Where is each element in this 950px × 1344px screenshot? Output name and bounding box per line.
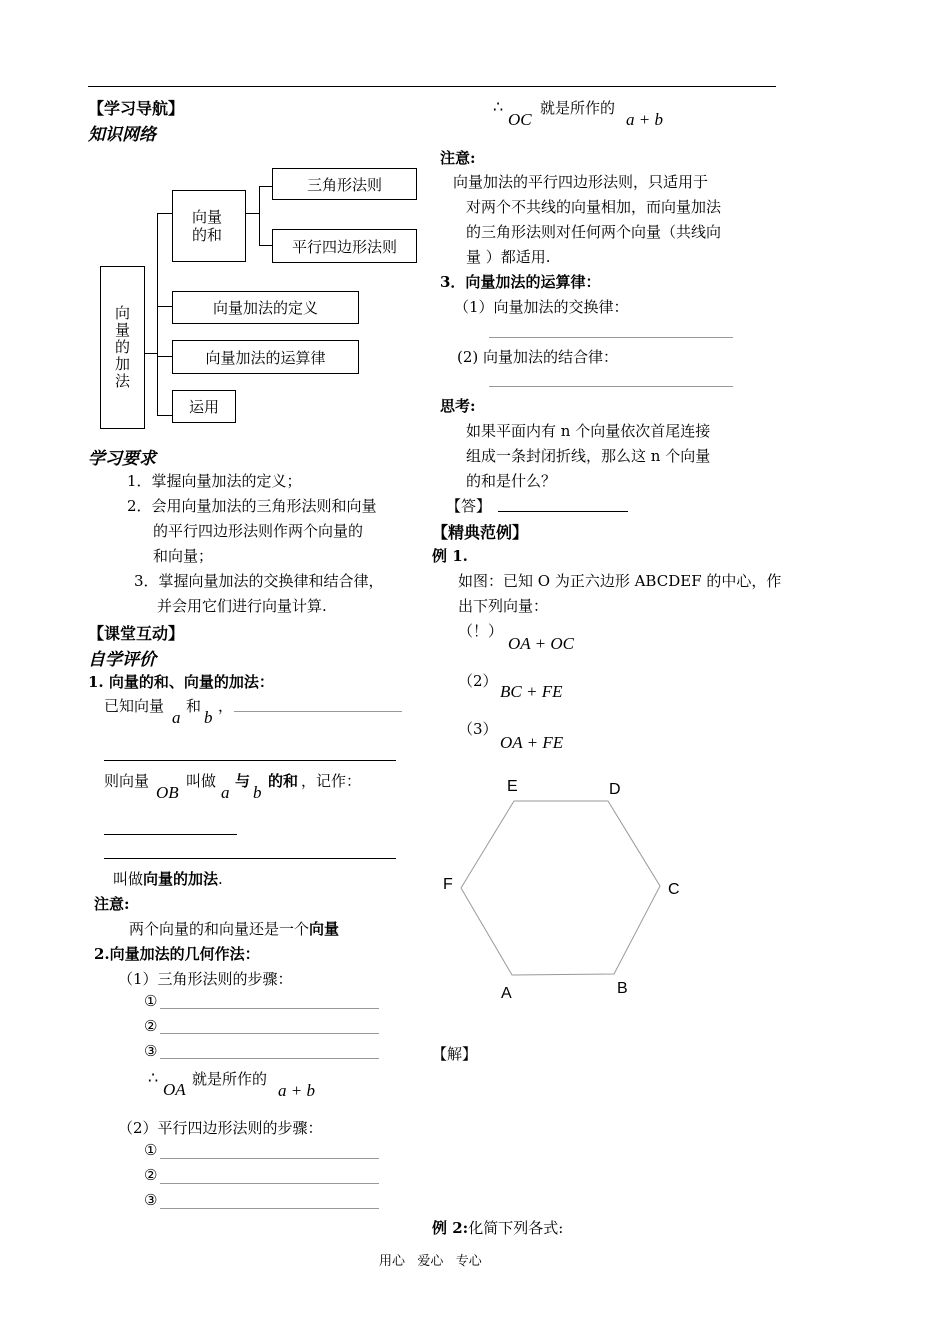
para-step-2: ② xyxy=(144,1166,158,1184)
s1-and: 和 xyxy=(186,697,202,715)
vector-a-2: a xyxy=(221,783,230,802)
section-3-title: 3．向量加法的运算律： xyxy=(440,273,601,291)
r-note-2: 对两个不共线的向量相加，而向量加法 xyxy=(466,198,722,216)
vertex-D: D xyxy=(609,781,621,798)
think-2: 组成一条封闭折线，那么这 n 个向量 xyxy=(466,447,711,465)
tri-step-1: ① xyxy=(144,992,158,1010)
req-3b: 并会用它们进行向量计算. xyxy=(157,597,327,615)
s1-with: 与 xyxy=(235,772,251,790)
think-1: 如果平面内有 n 个向量依次首尾连接 xyxy=(466,422,711,440)
associative-blank[interactable] xyxy=(489,386,733,387)
r-note-3: 的三角形法则对任何两个向量（共线向 xyxy=(466,223,722,241)
r-is-made: 就是所作的 xyxy=(540,99,616,117)
blank-3[interactable] xyxy=(104,834,237,835)
diagram-parallelogram-box: 平行四边形法则 xyxy=(272,229,417,263)
requirements-heading: 学习要求 xyxy=(88,449,156,469)
think-3: 的和是什么？ xyxy=(466,472,557,490)
q1-label: （！） xyxy=(458,622,504,640)
q2-math: BC + FE xyxy=(500,682,563,701)
think-label: 思考: xyxy=(440,397,476,415)
top-rule xyxy=(88,86,776,87)
vector-OB: OB xyxy=(156,783,179,802)
vector-OC: OC xyxy=(508,110,532,129)
para-step-1: ① xyxy=(144,1141,158,1159)
solution-label: 【解】 xyxy=(432,1045,478,1063)
is-made-text: 就是所作的 xyxy=(192,1070,268,1088)
therefore-symbol: ∴ xyxy=(148,1068,159,1087)
diagram-laws-box: 向量加法的运算律 xyxy=(172,340,359,374)
r-therefore: ∴ xyxy=(493,97,504,116)
s1-write: ，记作： xyxy=(301,772,362,790)
vertex-A: A xyxy=(501,985,512,1002)
example-1-text-1: 如图：已知 O 为正六边形 ABCDEF 的中心，作 xyxy=(458,572,782,590)
a-plus-b: a + b xyxy=(278,1081,315,1100)
para-step-3-blank[interactable] xyxy=(160,1208,379,1209)
req-2c: 和向量； xyxy=(153,547,214,565)
r-a-plus-b: a + b xyxy=(626,110,663,129)
tri-step-3: ③ xyxy=(144,1042,158,1060)
q3-math: OA + FE xyxy=(500,733,564,752)
para-step-3: ③ xyxy=(144,1191,158,1209)
tri-step-3-blank[interactable] xyxy=(160,1058,379,1059)
r-note-label: 注意: xyxy=(440,149,476,167)
example-1-text-2: 出下列向量： xyxy=(458,597,549,615)
blank-1[interactable] xyxy=(234,711,402,712)
s2-parallelogram-steps: （2）平行四边形法则的步骤： xyxy=(118,1119,323,1137)
s2-triangle-steps: （1）三角形法则的步骤： xyxy=(118,970,293,988)
para-step-1-blank[interactable] xyxy=(160,1158,379,1159)
blank-2[interactable] xyxy=(104,760,396,761)
r-note-4: 量 ）都适用. xyxy=(466,248,551,266)
section-2-title: 2.向量加法的几何作法： xyxy=(94,945,260,963)
tri-step-2: ② xyxy=(144,1017,158,1035)
req-3a: 3．掌握向量加法的交换律和结合律， xyxy=(134,572,384,590)
r-note-1: 向量加法的平行四边形法则，只适用于 xyxy=(453,173,709,191)
vertex-F: F xyxy=(443,876,453,893)
vector-b: b xyxy=(204,708,213,727)
q3-label: （3） xyxy=(458,720,498,738)
answer-blank[interactable] xyxy=(498,511,628,512)
vector-a: a xyxy=(172,708,181,727)
class-interaction-title: 【课堂互动】 xyxy=(88,624,185,643)
diagram-definition-box: 向量加法的定义 xyxy=(172,291,359,324)
example-2: 例 2:化简下列各式: xyxy=(432,1219,564,1237)
diagram-apply-box: 运用 xyxy=(172,390,236,423)
vertex-B: B xyxy=(617,980,628,997)
self-eval-heading: 自学评价 xyxy=(88,650,156,670)
tri-step-2-blank[interactable] xyxy=(160,1033,379,1034)
s1-called: 叫做 xyxy=(186,772,217,790)
nav-title: 【学习导航】 xyxy=(88,99,185,118)
vector-OA: OA xyxy=(163,1080,186,1099)
footer: 用心 爱心 专心 xyxy=(379,1254,482,1269)
s3-commutative: （1）向量加法的交换律： xyxy=(454,298,629,316)
s1-known: 已知向量 xyxy=(104,697,165,715)
req-1: 1．掌握向量加法的定义； xyxy=(127,472,302,490)
vertex-E: E xyxy=(507,778,518,795)
section-1-title: 1. 向量的和、向量的加法： xyxy=(88,673,274,691)
q1-math: OA + OC xyxy=(508,634,574,653)
example-1-label: 例 1. xyxy=(432,547,468,565)
note-text: 两个向量的和向量还是一个向量 xyxy=(129,920,340,938)
vertex-C: C xyxy=(668,881,680,898)
s1-calledadd-line: 叫做向量的加法. xyxy=(113,870,223,888)
para-step-2-blank[interactable] xyxy=(160,1183,379,1184)
examples-title: 【精典范例】 xyxy=(432,523,529,542)
answer-label: 【答】 xyxy=(446,497,492,515)
knowledge-net-heading: 知识网络 xyxy=(88,125,156,145)
diagram-triangle-box: 三角形法则 xyxy=(272,168,417,200)
s1-comma: ， xyxy=(218,697,234,715)
note-label: 注意: xyxy=(94,895,130,913)
commutative-blank[interactable] xyxy=(489,337,733,338)
diagram-root-box: 向量的加法 xyxy=(100,266,145,429)
vector-b-2: b xyxy=(253,783,262,802)
tri-step-1-blank[interactable] xyxy=(160,1008,379,1009)
req-2a: 2．会用向量加法的三角形法则和向量 xyxy=(127,497,377,515)
s1-then: 则向量 xyxy=(104,772,150,790)
s3-associative: (2) 向量加法的结合律： xyxy=(457,348,619,366)
q2-label: （2） xyxy=(458,672,498,690)
req-2b: 的平行四边形法则作两个向量的 xyxy=(153,522,364,540)
blank-4[interactable] xyxy=(104,858,396,859)
hexagon xyxy=(461,801,660,975)
diagram-sum-box: 向量的和 xyxy=(172,190,246,262)
s1-sum: 的和 xyxy=(268,772,299,790)
